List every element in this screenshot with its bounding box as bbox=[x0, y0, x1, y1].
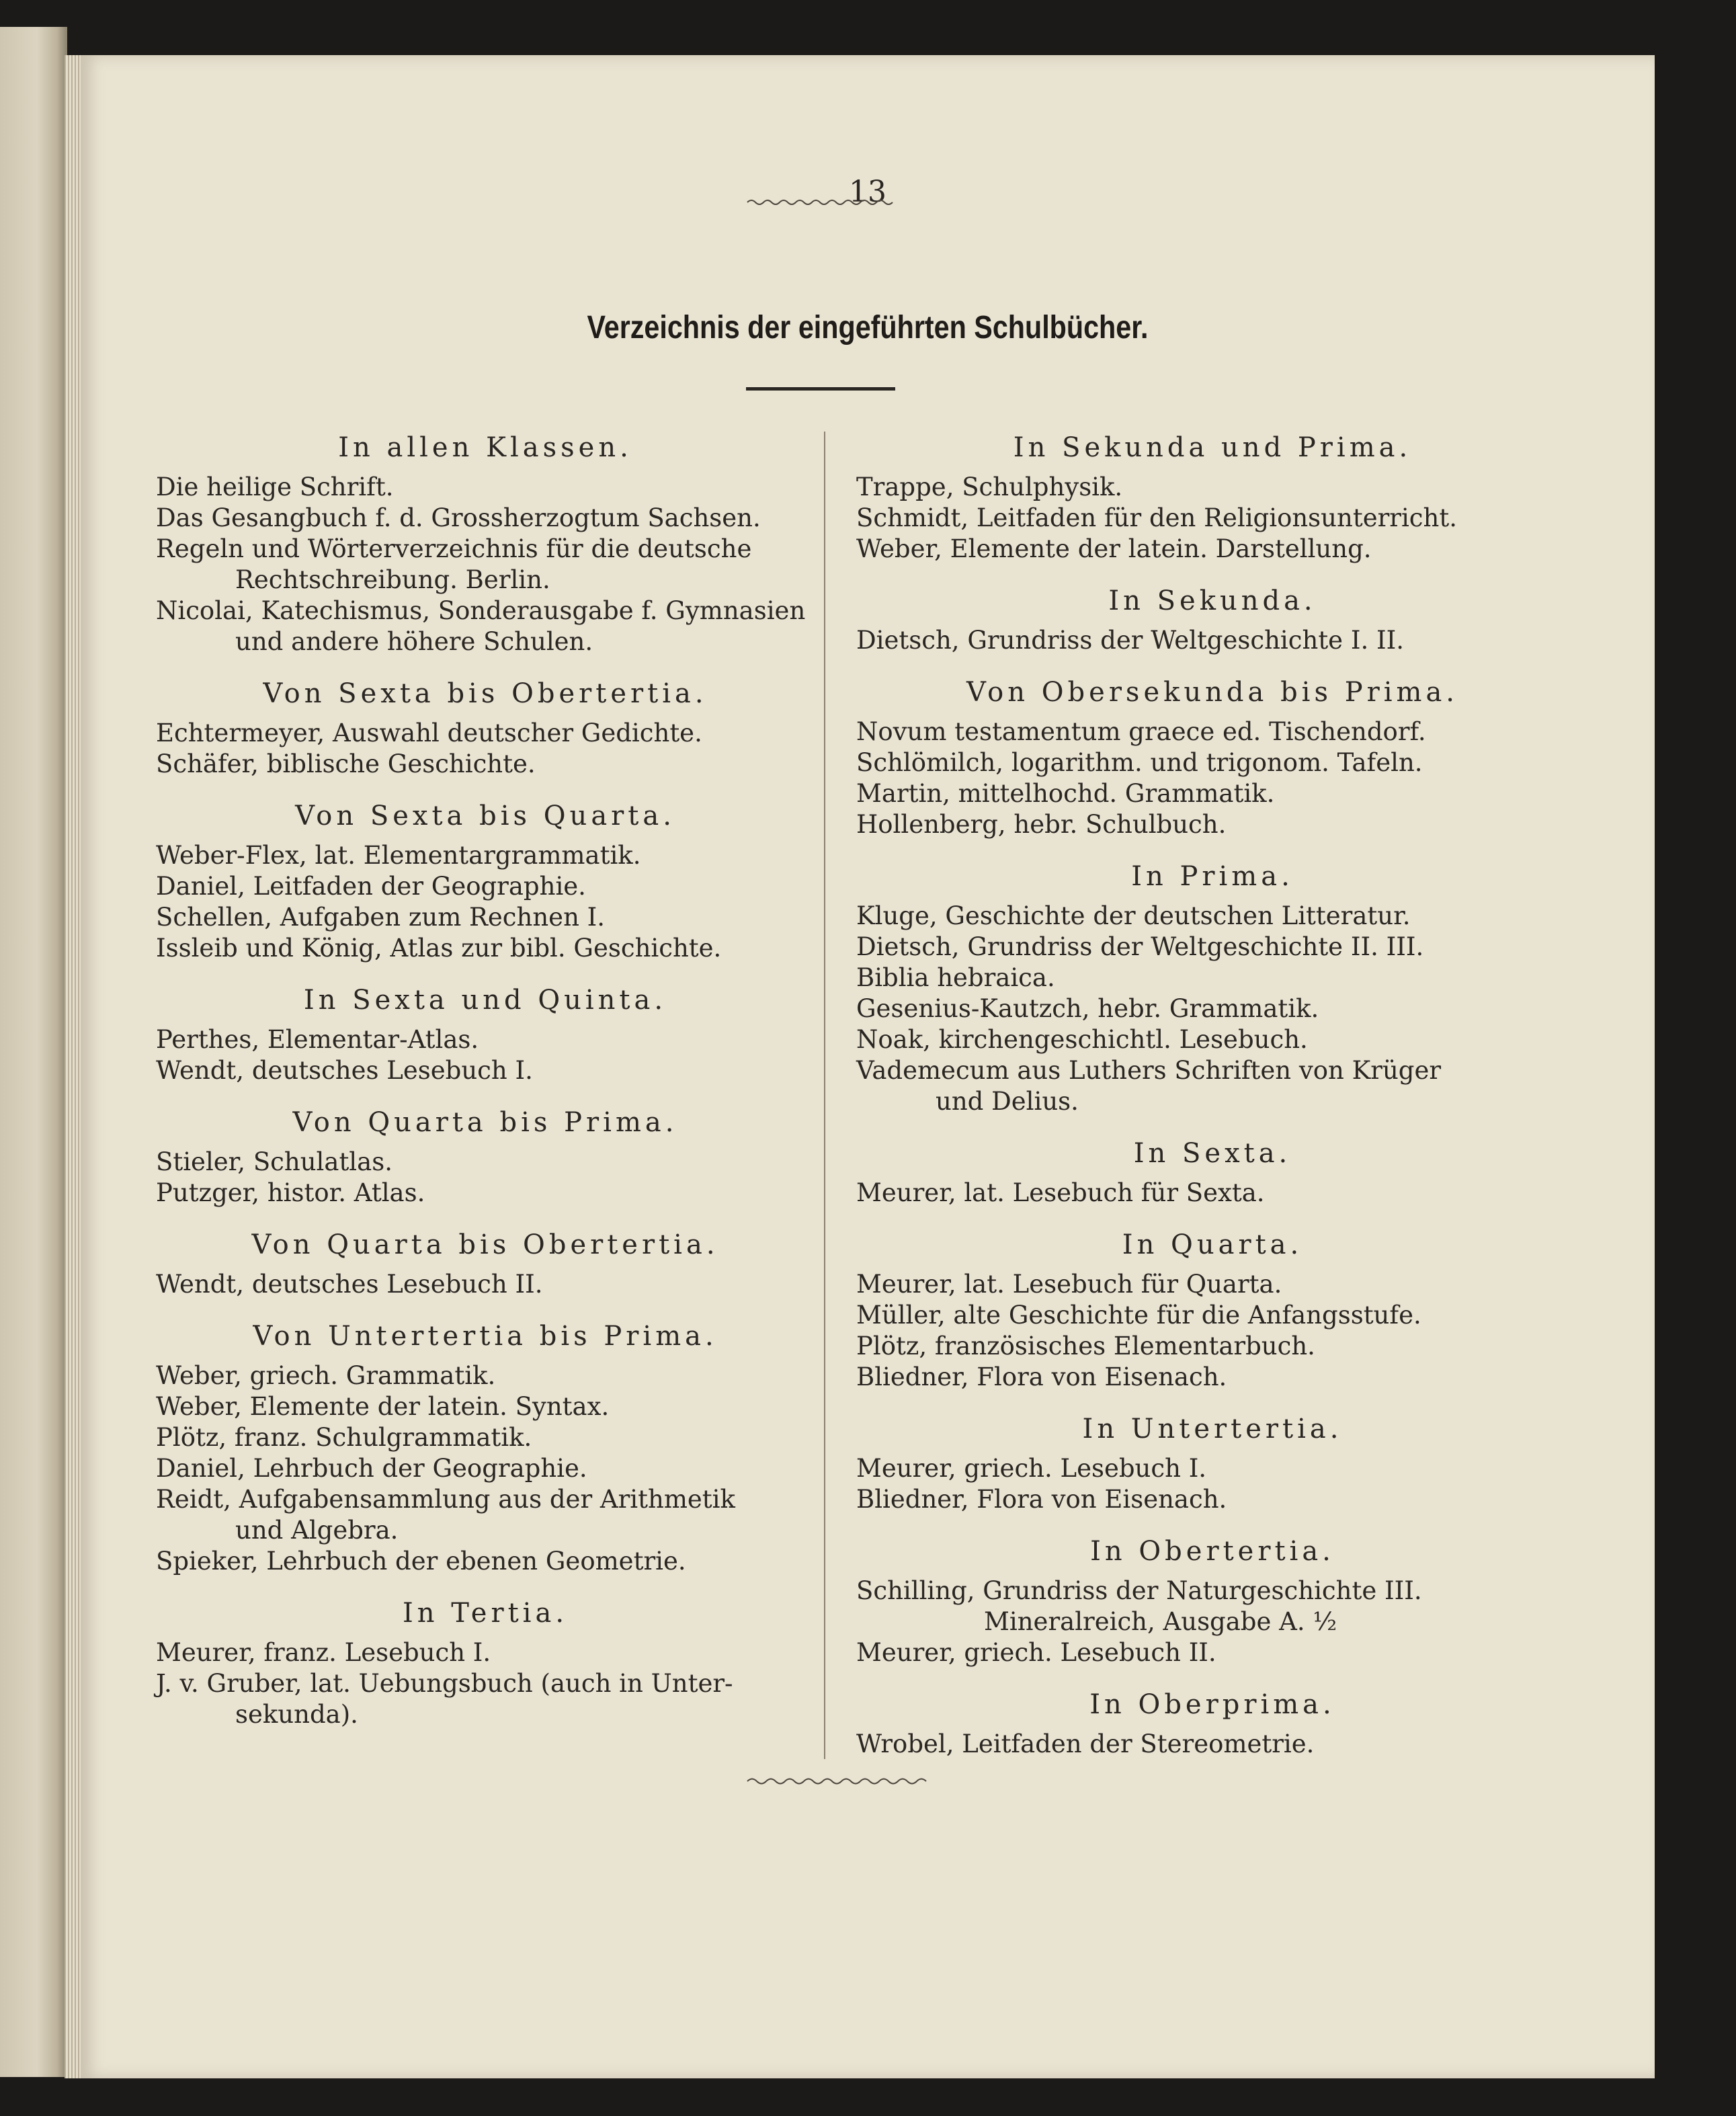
section-sexta bbox=[856, 1137, 1569, 1209]
section-heading: Von Untertertia bis Prima. bbox=[253, 1321, 718, 1352]
top-wave-ornament-icon bbox=[746, 198, 895, 207]
book-entry: Meurer, griech. Lesebuch I. bbox=[856, 1454, 1207, 1483]
book-page bbox=[81, 55, 1655, 2078]
section-quarta-obertertia bbox=[156, 1229, 815, 1300]
book-entry: Spieker, Lehrbuch der ebenen Geometrie. bbox=[156, 1547, 686, 1576]
book-entry: Die heilige Schrift. bbox=[156, 473, 394, 501]
section-heading: In Sexta. bbox=[1133, 1138, 1292, 1169]
book-entry: Meurer, franz. Lesebuch I. bbox=[156, 1638, 491, 1667]
section-heading: Von Sexta bis Obertertia. bbox=[263, 678, 708, 709]
book-entry: Hollenberg, hebr. Schulbuch. bbox=[856, 810, 1227, 839]
section-obertertia bbox=[856, 1535, 1569, 1668]
book-entry: Stieler, Schulatlas. bbox=[156, 1147, 392, 1176]
section-heading: In Untertertia. bbox=[1082, 1414, 1343, 1444]
book-entry: Müller, alte Geschichte für die Anfangsstufe. bbox=[856, 1301, 1421, 1330]
book-entry: Das Gesangbuch f. d. Grossherzogtum Sachsen. bbox=[156, 503, 761, 532]
book-entry: Wrobel, Leitfaden der Stereometrie. bbox=[856, 1730, 1315, 1758]
book-entry: Schilling, Grundriss der Naturgeschichte III. bbox=[856, 1576, 1422, 1605]
book-entry: Schmidt, Leitfaden für den Religionsunterricht. bbox=[856, 503, 1457, 532]
left-column bbox=[156, 432, 815, 1737]
right-column bbox=[856, 432, 1569, 1766]
book-entry: Regeln und Wörterverzeichnis für die deutsche bbox=[156, 534, 752, 563]
book-entry-continuation: Mineralreich, Ausgabe A. ½ bbox=[984, 1607, 1337, 1636]
book-entry: Trappe, Schulphysik. bbox=[856, 473, 1123, 501]
section-heading: In Quarta. bbox=[1122, 1229, 1303, 1260]
book-entry: Reidt, Aufgabensammlung aus der Arithmetik bbox=[156, 1485, 735, 1514]
book-entry-continuation: und andere höhere Schulen. bbox=[235, 627, 593, 656]
book-entry: Wendt, deutsches Lesebuch II. bbox=[156, 1270, 543, 1299]
book-entry-continuation: und Delius. bbox=[936, 1087, 1079, 1116]
book-entry: Plötz, französisches Elementarbuch. bbox=[856, 1332, 1315, 1360]
previous-page-edge bbox=[0, 27, 67, 2077]
section-heading: Von Obersekunda bis Prima. bbox=[966, 677, 1459, 708]
book-entry: Martin, mittelhochd. Grammatik. bbox=[856, 779, 1275, 808]
book-entry: Meurer, lat. Lesebuch für Sexta. bbox=[856, 1178, 1265, 1207]
book-entry: Daniel, Leitfaden der Geographie. bbox=[156, 872, 586, 901]
book-entry: Daniel, Lehrbuch der Geographie. bbox=[156, 1454, 587, 1483]
book-entry: Bliedner, Flora von Eisenach. bbox=[856, 1362, 1227, 1391]
section-untertertia-prima bbox=[156, 1320, 815, 1577]
section-heading: Von Quarta bis Prima. bbox=[292, 1107, 678, 1138]
book-entry: Vademecum aus Luthers Schriften von Krüger bbox=[856, 1056, 1442, 1085]
section-prima bbox=[856, 860, 1569, 1117]
section-sexta-obertertia bbox=[156, 678, 815, 780]
section-tertia bbox=[156, 1597, 815, 1730]
section-heading: In Prima. bbox=[1131, 861, 1294, 892]
book-entry: Nicolai, Katechismus, Sonderausgabe f. Gymnasien bbox=[156, 596, 806, 625]
section-sekunda bbox=[856, 585, 1569, 656]
section-sexta-quinta bbox=[156, 984, 815, 1086]
book-entry: Meurer, griech. Lesebuch II. bbox=[856, 1638, 1216, 1667]
section-heading: Von Quarta bis Obertertia. bbox=[251, 1229, 719, 1260]
section-quarta bbox=[856, 1229, 1569, 1393]
column-divider bbox=[824, 432, 825, 1759]
book-entry: Schäfer, biblische Geschichte. bbox=[156, 749, 536, 778]
book-entry: Weber-Flex, lat. Elementargrammatik. bbox=[156, 841, 641, 870]
book-entry: Noak, kirchengeschichtl. Lesebuch. bbox=[856, 1025, 1308, 1054]
section-heading: In Obertertia. bbox=[1090, 1536, 1335, 1567]
book-entry: Kluge, Geschichte der deutschen Litteratur. bbox=[856, 901, 1411, 930]
book-entry: Dietsch, Grundriss der Weltgeschichte II. III. bbox=[856, 932, 1424, 961]
book-entry: Plötz, franz. Schulgrammatik. bbox=[156, 1423, 532, 1452]
section-sekunda-prima bbox=[856, 432, 1569, 565]
section-oberprima bbox=[856, 1688, 1569, 1760]
section-obersekunda-prima bbox=[856, 676, 1569, 840]
book-entry: Echtermeyer, Auswahl deutscher Gedichte. bbox=[156, 719, 702, 747]
book-entry: Weber, griech. Grammatik. bbox=[156, 1361, 496, 1390]
title-rule bbox=[746, 387, 895, 391]
book-entry: Dietsch, Grundriss der Weltgeschichte I. II. bbox=[856, 626, 1404, 655]
bottom-wave-ornament-icon bbox=[746, 1776, 934, 1787]
section-heading: In allen Klassen. bbox=[338, 432, 632, 463]
book-entry: Meurer, lat. Lesebuch für Quarta. bbox=[856, 1270, 1282, 1299]
book-entry: Perthes, Elementar-Atlas. bbox=[156, 1025, 479, 1054]
book-entry: Putzger, histor. Atlas. bbox=[156, 1178, 425, 1207]
book-entry: Schellen, Aufgaben zum Rechnen I. bbox=[156, 903, 606, 932]
book-entry: Weber, Elemente der latein. Syntax. bbox=[156, 1392, 610, 1421]
book-entry-continuation: Rechtschreibung. Berlin. bbox=[235, 565, 550, 594]
book-entry: J. v. Gruber, lat. Uebungsbuch (auch in Unter- bbox=[156, 1669, 733, 1698]
book-entry: Schlömilch, logarithm. und trigonom. Tafeln. bbox=[856, 748, 1423, 777]
section-heading: In Tertia. bbox=[402, 1598, 569, 1629]
section-heading: In Sekunda. bbox=[1108, 585, 1317, 616]
section-heading: In Sekunda und Prima. bbox=[1013, 432, 1412, 463]
page-title: Verzeichnis der eingeführten Schulbücher. bbox=[587, 310, 1149, 345]
book-entry: Biblia hebraica. bbox=[856, 963, 1055, 992]
book-entry: Novum testamentum graece ed. Tischendorf. bbox=[856, 717, 1426, 746]
section-heading: Von Sexta bis Quarta. bbox=[295, 801, 675, 831]
book-entry: Wendt, deutsches Lesebuch I. bbox=[156, 1056, 533, 1085]
book-entry: Weber, Elemente der latein. Darstellung. bbox=[856, 534, 1372, 563]
section-heading: In Oberprima. bbox=[1089, 1689, 1335, 1720]
book-entry: Bliedner, Flora von Eisenach. bbox=[856, 1485, 1227, 1514]
section-quarta-prima bbox=[156, 1106, 815, 1209]
section-sexta-quarta bbox=[156, 800, 815, 964]
book-entry-continuation: sekunda). bbox=[235, 1700, 358, 1729]
book-entry-continuation: und Algebra. bbox=[235, 1516, 399, 1545]
section-untertertia bbox=[856, 1413, 1569, 1515]
section-alle-klassen bbox=[156, 432, 815, 657]
section-heading: In Sexta und Quinta. bbox=[303, 985, 667, 1016]
book-entry: Gesenius-Kautzch, hebr. Grammatik. bbox=[856, 994, 1319, 1023]
page-number: 13 bbox=[849, 175, 886, 209]
book-entry: Issleib und König, Atlas zur bibl. Geschichte. bbox=[156, 934, 722, 963]
